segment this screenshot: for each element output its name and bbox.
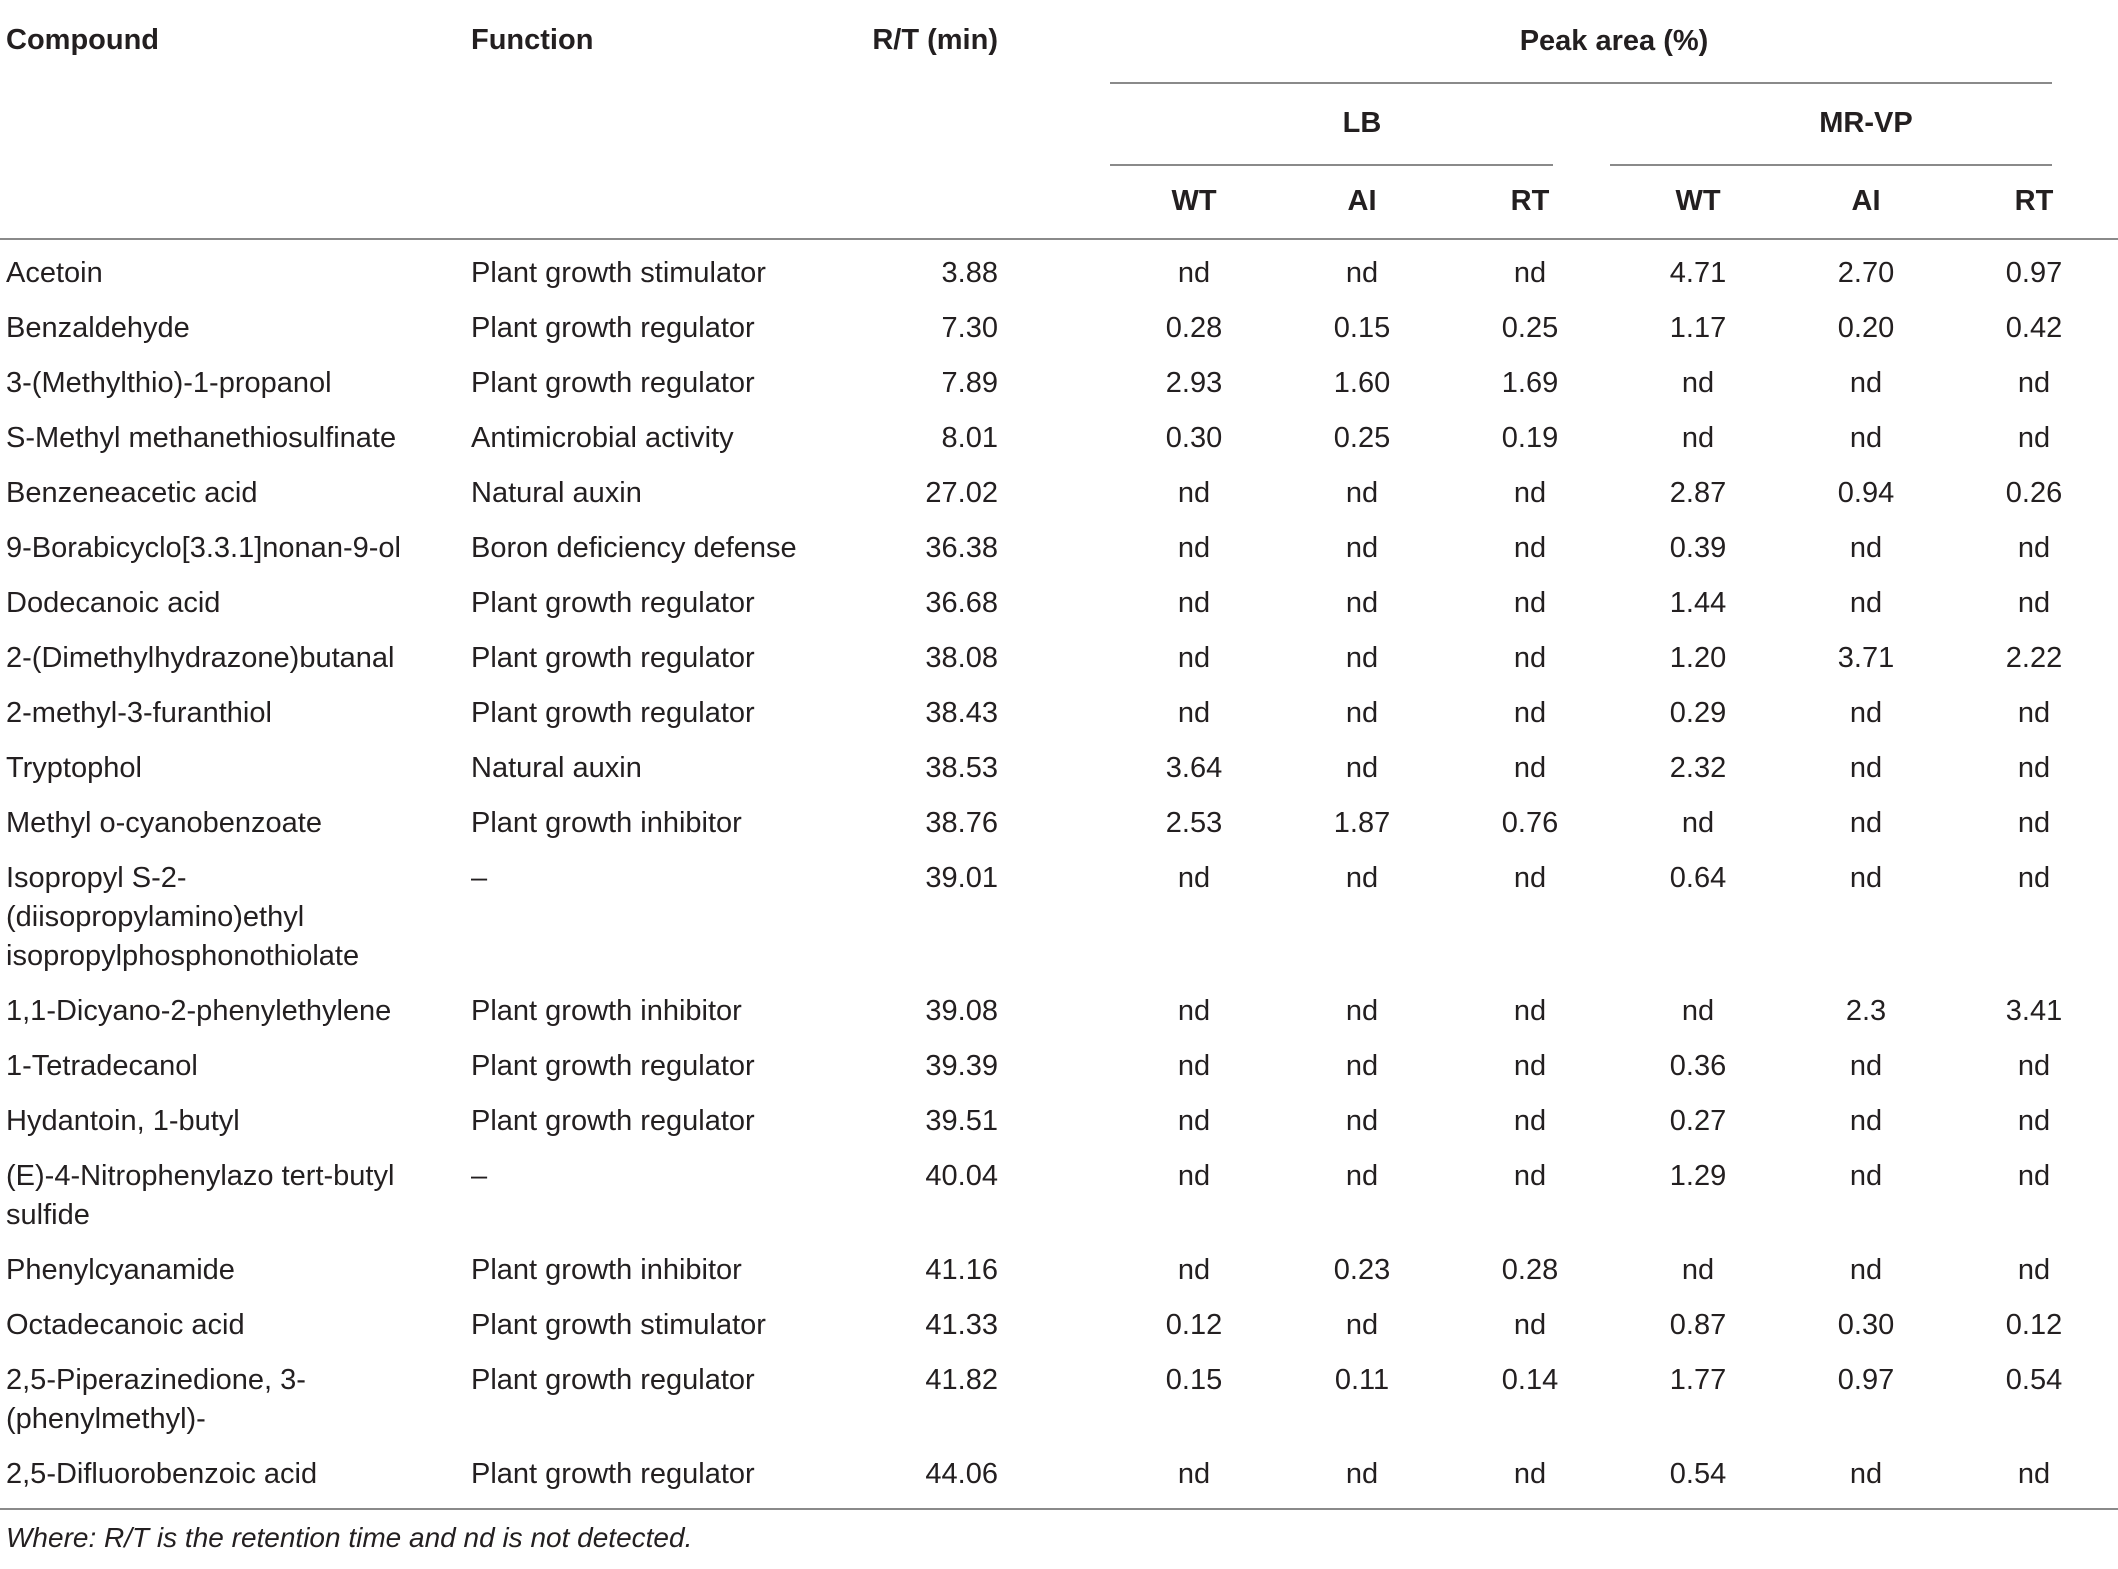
cell-lb-ai: nd bbox=[1345, 257, 1379, 289]
header-mrvp-ai: AI bbox=[1851, 184, 1881, 217]
cell-mrvp-rt: nd bbox=[2017, 1050, 2051, 1082]
cell-compound: S-Methyl methanethiosulfinate bbox=[6, 422, 397, 454]
cell-retention-time: 38.53 bbox=[925, 752, 998, 784]
header-group-lb: LB bbox=[1342, 106, 1382, 139]
table-row bbox=[0, 1353, 2118, 1447]
cell-mrvp-rt: nd bbox=[2017, 422, 2051, 454]
cell-mrvp-ai: nd bbox=[1849, 532, 1883, 564]
cell-function: Natural auxin bbox=[471, 477, 642, 509]
cell-mrvp-rt: nd bbox=[2017, 532, 2051, 564]
cell-lb-rt: nd bbox=[1513, 1160, 1547, 1192]
cell-mrvp-wt: 1.20 bbox=[1669, 642, 1727, 674]
header-mrvp-wt: WT bbox=[1675, 184, 1721, 217]
cell-mrvp-wt: nd bbox=[1681, 422, 1715, 454]
lb-rule bbox=[1110, 164, 1553, 166]
cell-mrvp-rt: nd bbox=[2017, 697, 2051, 729]
table-row bbox=[0, 631, 2118, 686]
cell-mrvp-wt: nd bbox=[1681, 1254, 1715, 1286]
cell-lb-rt: nd bbox=[1513, 1105, 1547, 1137]
cell-lb-ai: 0.25 bbox=[1333, 422, 1391, 454]
cell-lb-ai: nd bbox=[1345, 995, 1379, 1027]
cell-function: Plant growth regulator bbox=[471, 642, 755, 674]
table-row bbox=[0, 239, 2118, 301]
cell-lb-rt: nd bbox=[1513, 1458, 1547, 1490]
cell-mrvp-rt: 2.22 bbox=[2005, 642, 2063, 674]
cell-mrvp-wt: 0.54 bbox=[1669, 1458, 1727, 1490]
table-row bbox=[0, 521, 2118, 576]
table-row bbox=[0, 851, 2118, 984]
cell-mrvp-wt: nd bbox=[1681, 367, 1715, 399]
header-lb-wt: WT bbox=[1171, 184, 1217, 217]
cell-function: Plant growth regulator bbox=[471, 587, 755, 619]
cell-retention-time: 27.02 bbox=[925, 477, 998, 509]
cell-retention-time: 38.43 bbox=[925, 697, 998, 729]
table-header bbox=[0, 0, 2118, 239]
cell-mrvp-wt: 1.17 bbox=[1669, 312, 1727, 344]
cell-lb-rt: nd bbox=[1513, 477, 1547, 509]
cell-compound: Acetoin bbox=[6, 257, 103, 289]
cell-lb-wt: nd bbox=[1177, 1160, 1211, 1192]
table-row bbox=[0, 466, 2118, 521]
cell-lb-ai: nd bbox=[1345, 477, 1379, 509]
cell-lb-ai: nd bbox=[1345, 587, 1379, 619]
cell-lb-wt: nd bbox=[1177, 477, 1211, 509]
cell-compound: 9-Borabicyclo[3.3.1]nonan-9-ol bbox=[6, 532, 401, 564]
cell-compound: 2,5-Piperazinedione, 3-(phenylmethyl)- bbox=[6, 1364, 306, 1435]
cell-lb-rt: nd bbox=[1513, 532, 1547, 564]
cell-retention-time: 3.88 bbox=[941, 257, 998, 289]
cell-function: Boron deficiency defense bbox=[471, 532, 797, 564]
cell-lb-wt: nd bbox=[1177, 642, 1211, 674]
cell-mrvp-ai: 0.94 bbox=[1837, 477, 1895, 509]
cell-lb-wt: 0.15 bbox=[1165, 1364, 1223, 1396]
cell-mrvp-wt: 1.29 bbox=[1669, 1160, 1727, 1192]
cell-lb-rt: nd bbox=[1513, 697, 1547, 729]
cell-mrvp-ai: nd bbox=[1849, 422, 1883, 454]
cell-lb-ai: 1.60 bbox=[1333, 367, 1391, 399]
table-row bbox=[0, 796, 2118, 851]
cell-compound: Dodecanoic acid bbox=[6, 587, 221, 619]
cell-function: Plant growth regulator bbox=[471, 1105, 755, 1137]
cell-retention-time: 44.06 bbox=[925, 1458, 998, 1490]
cell-lb-wt: nd bbox=[1177, 1105, 1211, 1137]
cell-retention-time: 38.08 bbox=[925, 642, 998, 674]
cell-function: Plant growth regulator bbox=[471, 1050, 755, 1082]
cell-mrvp-ai: 2.3 bbox=[1845, 995, 1887, 1027]
table-row bbox=[0, 1298, 2118, 1353]
cell-mrvp-ai: nd bbox=[1849, 862, 1883, 894]
cell-mrvp-rt: nd bbox=[2017, 807, 2051, 839]
table-row bbox=[0, 1039, 2118, 1094]
cell-lb-wt: nd bbox=[1177, 862, 1211, 894]
cell-lb-rt: nd bbox=[1513, 862, 1547, 894]
cell-lb-rt: 1.69 bbox=[1501, 367, 1559, 399]
cell-function: Antimicrobial activity bbox=[471, 422, 734, 454]
cell-retention-time: 8.01 bbox=[941, 422, 998, 454]
cell-mrvp-rt: nd bbox=[2017, 587, 2051, 619]
cell-lb-wt: 0.28 bbox=[1165, 312, 1223, 344]
peak-area-rule bbox=[1110, 82, 2052, 84]
cell-retention-time: 7.30 bbox=[941, 312, 998, 344]
cell-mrvp-ai: nd bbox=[1849, 1458, 1883, 1490]
cell-compound: Isopropyl S-2-(diisopropylamino)ethyl isopropylphosphonothiolate bbox=[6, 862, 360, 972]
cell-mrvp-wt: 0.39 bbox=[1669, 532, 1727, 564]
table-row bbox=[0, 984, 2118, 1039]
table-row bbox=[0, 1447, 2118, 1509]
cell-mrvp-rt: nd bbox=[2017, 862, 2051, 894]
cell-mrvp-rt: nd bbox=[2017, 752, 2051, 784]
cell-lb-wt: nd bbox=[1177, 587, 1211, 619]
cell-lb-ai: nd bbox=[1345, 1160, 1379, 1192]
cell-compound: Benzeneacetic acid bbox=[6, 477, 258, 509]
header-mrvp-rt: RT bbox=[2014, 184, 2054, 217]
cell-mrvp-wt: 2.87 bbox=[1669, 477, 1727, 509]
cell-lb-wt: 0.30 bbox=[1165, 422, 1223, 454]
cell-mrvp-ai: 2.70 bbox=[1837, 257, 1895, 289]
cell-mrvp-ai: 0.30 bbox=[1837, 1309, 1895, 1341]
header-peak-area: Peak area (%) bbox=[1519, 24, 1709, 57]
table-row bbox=[0, 301, 2118, 356]
cell-lb-ai: nd bbox=[1345, 1458, 1379, 1490]
cell-function: – bbox=[471, 1160, 488, 1192]
cell-mrvp-ai: nd bbox=[1849, 752, 1883, 784]
cell-mrvp-rt: nd bbox=[2017, 1458, 2051, 1490]
cell-compound: 1-Tetradecanol bbox=[6, 1050, 198, 1082]
cell-mrvp-ai: 3.71 bbox=[1837, 642, 1895, 674]
cell-function: Plant growth regulator bbox=[471, 1364, 755, 1396]
cell-compound: 1,1-Dicyano-2-phenylethylene bbox=[6, 995, 392, 1027]
cell-function: Plant growth inhibitor bbox=[471, 807, 742, 839]
cell-retention-time: 39.08 bbox=[925, 995, 998, 1027]
cell-function: – bbox=[471, 862, 488, 894]
cell-retention-time: 7.89 bbox=[941, 367, 998, 399]
cell-lb-wt: nd bbox=[1177, 532, 1211, 564]
cell-mrvp-ai: nd bbox=[1849, 587, 1883, 619]
cell-mrvp-ai: nd bbox=[1849, 1160, 1883, 1192]
cell-mrvp-rt: 0.42 bbox=[2005, 312, 2063, 344]
cell-lb-rt: nd bbox=[1513, 257, 1547, 289]
cell-mrvp-wt: 0.87 bbox=[1669, 1309, 1727, 1341]
cell-function: Plant growth stimulator bbox=[471, 1309, 766, 1341]
table-row bbox=[0, 1149, 2118, 1243]
cell-function: Natural auxin bbox=[471, 752, 642, 784]
cell-lb-wt: nd bbox=[1177, 1458, 1211, 1490]
table-row bbox=[0, 1094, 2118, 1149]
cell-lb-wt: nd bbox=[1177, 1254, 1211, 1286]
cell-lb-ai: 1.87 bbox=[1333, 807, 1391, 839]
cell-mrvp-rt: 3.41 bbox=[2005, 995, 2063, 1027]
cell-retention-time: 40.04 bbox=[925, 1160, 998, 1192]
cell-lb-rt: nd bbox=[1513, 1309, 1547, 1341]
header-compound: Compound bbox=[6, 24, 160, 56]
cell-function: Plant growth stimulator bbox=[471, 257, 766, 289]
table-row bbox=[0, 1243, 2118, 1298]
cell-lb-wt: 0.12 bbox=[1165, 1309, 1223, 1341]
table-row bbox=[0, 356, 2118, 411]
cell-function: Plant growth regulator bbox=[471, 697, 755, 729]
cell-mrvp-rt: nd bbox=[2017, 1105, 2051, 1137]
cell-retention-time: 39.01 bbox=[925, 862, 998, 894]
cell-compound: Methyl o-cyanobenzoate bbox=[6, 807, 322, 839]
cell-lb-rt: 0.76 bbox=[1501, 807, 1559, 839]
table-row bbox=[0, 741, 2118, 796]
cell-lb-ai: nd bbox=[1345, 697, 1379, 729]
cell-mrvp-rt: nd bbox=[2017, 367, 2051, 399]
cell-retention-time: 41.82 bbox=[925, 1364, 998, 1396]
cell-retention-time: 39.51 bbox=[925, 1105, 998, 1137]
cell-lb-wt: nd bbox=[1177, 697, 1211, 729]
header-lb-rt: RT bbox=[1510, 184, 1550, 217]
cell-lb-ai: 0.23 bbox=[1333, 1254, 1391, 1286]
cell-function: Plant growth regulator bbox=[471, 1458, 755, 1490]
cell-compound: Phenylcyanamide bbox=[6, 1254, 235, 1286]
cell-mrvp-ai: nd bbox=[1849, 1254, 1883, 1286]
cell-lb-wt: nd bbox=[1177, 257, 1211, 289]
cell-mrvp-rt: 0.12 bbox=[2005, 1309, 2063, 1341]
cell-function: Plant growth inhibitor bbox=[471, 995, 742, 1027]
cell-lb-rt: nd bbox=[1513, 587, 1547, 619]
cell-compound: 2-methyl-3-furanthiol bbox=[6, 697, 272, 729]
cell-function: Plant growth regulator bbox=[471, 312, 755, 344]
cell-mrvp-wt: 1.77 bbox=[1669, 1364, 1727, 1396]
cell-retention-time: 39.39 bbox=[925, 1050, 998, 1082]
cell-lb-wt: 2.93 bbox=[1165, 367, 1223, 399]
cell-compound: Hydantoin, 1-butyl bbox=[6, 1105, 240, 1137]
cell-lb-wt: nd bbox=[1177, 1050, 1211, 1082]
cell-mrvp-wt: nd bbox=[1681, 807, 1715, 839]
cell-lb-wt: nd bbox=[1177, 995, 1211, 1027]
header-group-mrvp: MR-VP bbox=[1819, 106, 1913, 139]
cell-lb-ai: nd bbox=[1345, 532, 1379, 564]
cell-function: Plant growth regulator bbox=[471, 367, 755, 399]
cell-lb-rt: nd bbox=[1513, 995, 1547, 1027]
cell-lb-ai: nd bbox=[1345, 862, 1379, 894]
cell-lb-ai: nd bbox=[1345, 1050, 1379, 1082]
cell-lb-wt: 3.64 bbox=[1165, 752, 1223, 784]
cell-mrvp-wt: 0.36 bbox=[1669, 1050, 1727, 1082]
cell-retention-time: 41.16 bbox=[925, 1254, 998, 1286]
cell-lb-rt: nd bbox=[1513, 1050, 1547, 1082]
cell-lb-rt: 0.14 bbox=[1501, 1364, 1559, 1396]
cell-lb-ai: nd bbox=[1345, 1309, 1379, 1341]
cell-compound: Benzaldehyde bbox=[6, 312, 190, 344]
cell-compound: 2-(Dimethylhydrazone)butanal bbox=[6, 642, 395, 674]
table-body bbox=[0, 239, 2118, 1509]
table-row bbox=[0, 411, 2118, 466]
cell-mrvp-wt: 0.29 bbox=[1669, 697, 1727, 729]
cell-compound: 2,5-Difluorobenzoic acid bbox=[6, 1458, 318, 1490]
mrvp-rule bbox=[1610, 164, 2052, 166]
cell-lb-rt: nd bbox=[1513, 642, 1547, 674]
header-lb-ai: AI bbox=[1347, 184, 1377, 217]
cell-lb-ai: nd bbox=[1345, 642, 1379, 674]
table-row bbox=[0, 576, 2118, 631]
cell-mrvp-rt: 0.97 bbox=[2005, 257, 2063, 289]
cell-mrvp-ai: 0.97 bbox=[1837, 1364, 1895, 1396]
cell-mrvp-rt: 0.26 bbox=[2005, 477, 2063, 509]
cell-compound: 3-(Methylthio)-1-propanol bbox=[6, 367, 332, 399]
cell-lb-ai: nd bbox=[1345, 1105, 1379, 1137]
cell-mrvp-ai: 0.20 bbox=[1837, 312, 1895, 344]
header-function: Function bbox=[471, 24, 594, 56]
cell-lb-rt: 0.28 bbox=[1501, 1254, 1559, 1286]
cell-mrvp-wt: 1.44 bbox=[1669, 587, 1727, 619]
cell-mrvp-rt: 0.54 bbox=[2005, 1364, 2063, 1396]
cell-mrvp-wt: 0.64 bbox=[1669, 862, 1727, 894]
cell-lb-rt: nd bbox=[1513, 752, 1547, 784]
table-footnote: Where: R/T is the retention time and nd is not detected. bbox=[6, 1522, 693, 1553]
cell-lb-ai: 0.15 bbox=[1333, 312, 1391, 344]
cell-mrvp-ai: nd bbox=[1849, 1105, 1883, 1137]
cell-compound: Octadecanoic acid bbox=[6, 1309, 245, 1341]
cell-compound: Tryptophol bbox=[6, 752, 142, 784]
cell-mrvp-wt: 2.32 bbox=[1669, 752, 1727, 784]
cell-mrvp-ai: nd bbox=[1849, 807, 1883, 839]
cell-mrvp-ai: nd bbox=[1849, 1050, 1883, 1082]
cell-retention-time: 41.33 bbox=[925, 1309, 998, 1341]
cell-lb-wt: 2.53 bbox=[1165, 807, 1223, 839]
cell-retention-time: 36.38 bbox=[925, 532, 998, 564]
header-rt: R/T (min) bbox=[872, 24, 998, 56]
cell-lb-rt: 0.25 bbox=[1501, 312, 1559, 344]
cell-mrvp-wt: 4.71 bbox=[1669, 257, 1727, 289]
cell-mrvp-ai: nd bbox=[1849, 697, 1883, 729]
cell-lb-ai: 0.11 bbox=[1334, 1364, 1390, 1396]
cell-mrvp-wt: 0.27 bbox=[1669, 1105, 1727, 1137]
cell-mrvp-ai: nd bbox=[1849, 367, 1883, 399]
cell-lb-ai: nd bbox=[1345, 752, 1379, 784]
cell-mrvp-wt: nd bbox=[1681, 995, 1715, 1027]
cell-retention-time: 38.76 bbox=[925, 807, 998, 839]
cell-mrvp-rt: nd bbox=[2017, 1160, 2051, 1192]
table-row bbox=[0, 686, 2118, 741]
cell-function: Plant growth inhibitor bbox=[471, 1254, 742, 1286]
cell-retention-time: 36.68 bbox=[925, 587, 998, 619]
cell-compound: (E)-4-Nitrophenylazo tert-butyl sulfide bbox=[6, 1160, 395, 1231]
cell-lb-rt: 0.19 bbox=[1501, 422, 1559, 454]
cell-mrvp-rt: nd bbox=[2017, 1254, 2051, 1286]
